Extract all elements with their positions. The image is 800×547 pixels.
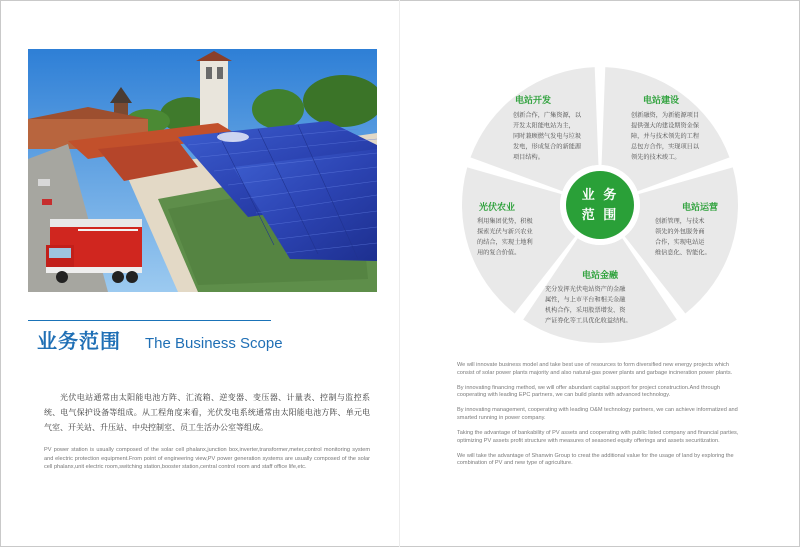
segment-title-operation: 电站运营 [681, 203, 719, 213]
paragraph-finance: Taking the advantage of bankability of PV assets and cooperating with public listed company and financial parties, optimizing PV assets profit structure with measures of seasoned equity offerings and assets securitization. [457, 430, 739, 444]
segment-line-development: 开发太阳能电站为主， [513, 122, 575, 130]
segment-line-construction: 提供强大的建设期资金保 [631, 122, 700, 130]
segment-line-agriculture: 探索光伏与新兴农业 [477, 228, 533, 236]
paragraph-construction: By innovating financing method, we will offer abundant capital support for project construction.And through cooperating with leading EPC partners, we can build plants with advanced technology. [457, 384, 720, 399]
section-title-zh: 业务范围 [37, 329, 121, 353]
center-circle [566, 171, 634, 239]
body-text-zh: 光伏电站通常由太阳能电池方阵、汇流箱、逆变器、变压器、计量表、控制与监控系统、电气保护设备等组成。从工程角度来看，光伏发电系统通常由太阳能电池方阵、单元电气室、开关站、升压站、中央控制室、员工生活办公室等组成。 [44, 393, 370, 432]
segment-line-development: 项目结构。 [513, 154, 544, 161]
segment-line-construction: 创新融资，为新能源项目 [631, 112, 700, 119]
segment-title-agriculture: 光伏农业 [478, 203, 516, 213]
segment-line-construction: 总包方合作，实现项目以 [631, 143, 700, 151]
segment-line-development: 发电，形成复合的新能源 [513, 143, 582, 151]
segment-line-agriculture: 用的复合价值。 [477, 249, 521, 257]
segment-title-finance: 电站金融 [581, 271, 619, 281]
business-scope-diagram [455, 65, 745, 345]
paragraph-agriculture: We will take the advantage of Shanwin Group to creat the additional value for the usage of land by exploring the combination of PV and new type of agriculture. [457, 452, 734, 467]
segment-line-operation: 创新管理，与技术 [655, 218, 705, 225]
body-text-en: PV power station is usually composed of the solar cell phalanx,junction box,inverter,transformer,meter,control monitoring system and electric protection equipment.From point of engineering view,PV power generation systems are usually composed of the solar cell phalanx,unit electric room,switching station,booster station,central control room and staff office life,etc. [44, 447, 370, 471]
english-paragraphs [457, 362, 747, 475]
segment-line-finance: 充分发挥光伏电站资产的金融 [545, 286, 626, 293]
segment-line-finance: 产证券化等工具优化收益结构。 [545, 317, 632, 325]
segment-line-finance: 机构合作，采用股票增发、资 [545, 307, 626, 314]
segment-line-construction: 障，并与技术领先的工程 [631, 133, 700, 140]
segment-line-agriculture: 利用集团优势，积极 [477, 218, 533, 225]
paragraph-operation: By innovating management, cooperating with leading O&M technology partners, we can achieve informatized and smarted running in power company. [457, 407, 738, 421]
segment-line-finance: 属性，与上市平台和相关金融 [545, 296, 626, 304]
segment-line-operation: 合作，实现电站运 [655, 239, 705, 246]
segment-line-construction: 领先的技术竣工。 [631, 154, 681, 161]
page-fold [399, 0, 400, 547]
segment-title-development: 电站开发 [514, 96, 552, 106]
segment-line-agriculture: 的结合，实现土地利 [477, 239, 533, 246]
section-title-en: The Business Scope [145, 335, 283, 352]
segment-line-operation: 领先的外包服务商 [655, 228, 705, 236]
center-label-1: 业 务 [581, 188, 619, 203]
segment-line-development: 创新合作，广集资源，以 [513, 112, 582, 119]
solar-station-photo [28, 49, 377, 292]
segment-title-construction: 电站建设 [642, 96, 680, 106]
segment-line-operation: 维信息化、智能化。 [655, 249, 711, 257]
center-label-2: 范 围 [581, 208, 619, 223]
title-rule [28, 320, 271, 321]
segment-line-development: 同时兼顾燃气发电与垃圾 [513, 133, 582, 140]
paragraph-development: We will innovate business model and take best use of resources to form diversified new energy projects which consist of solar power plants majority and also natural-gas power plants and garbage incineration power plants. [457, 362, 733, 376]
